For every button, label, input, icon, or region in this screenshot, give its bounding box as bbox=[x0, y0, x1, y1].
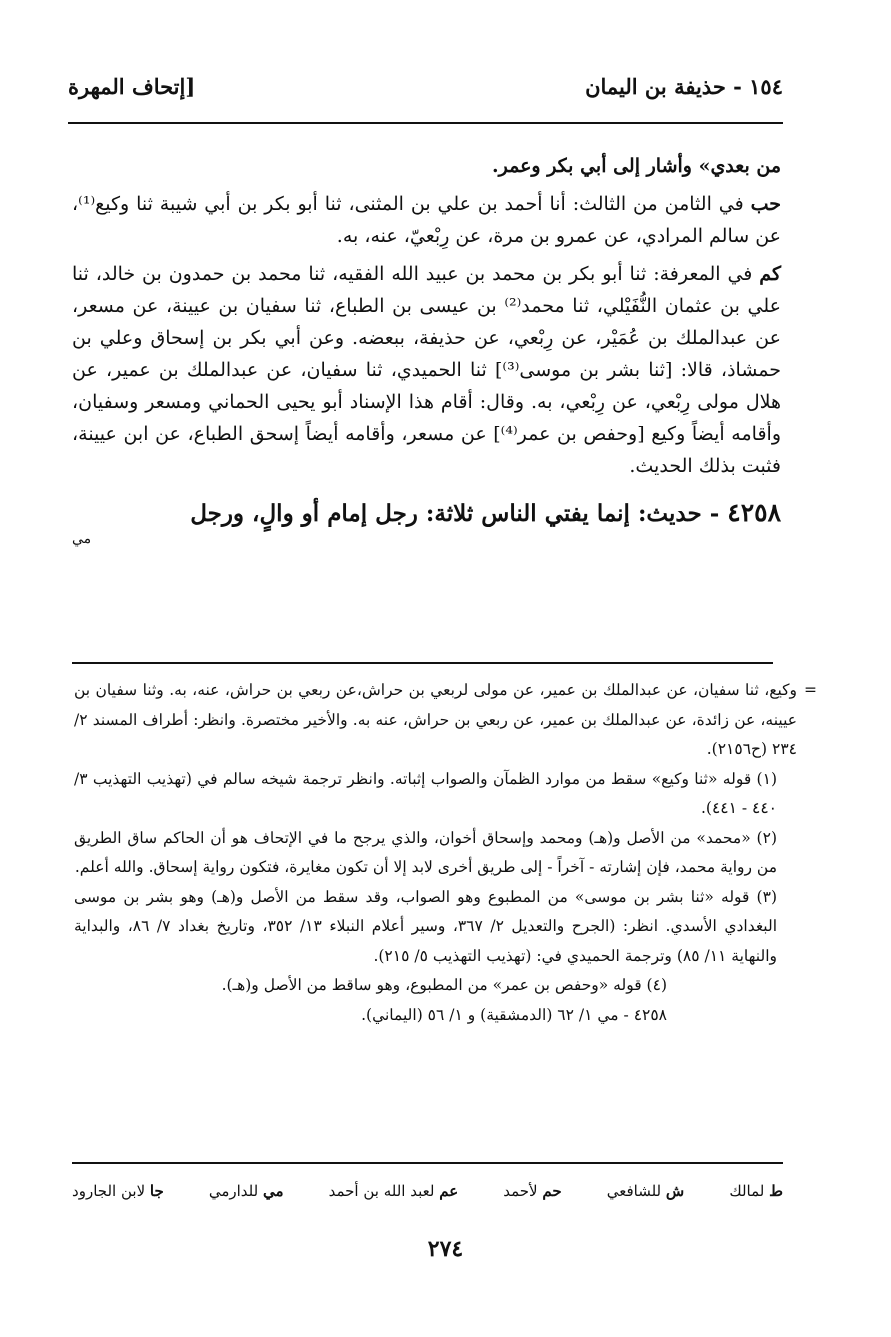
main-text bbox=[72, 150, 781, 547]
chapter-heading: ١٥٤ - حذيفة بن اليمان bbox=[585, 73, 783, 99]
hadith-title: - حديث: إنما يفتي الناس ثلاثة: رجل إمام أو والٍ، ورجل bbox=[190, 500, 728, 527]
book-title-heading: [إتحاف المهرة bbox=[68, 73, 196, 99]
hadith-heading bbox=[72, 496, 781, 547]
abbreviation-item: ط لمالك bbox=[729, 1182, 783, 1200]
header-rule bbox=[68, 122, 783, 124]
abbreviation-item: مي للدارمي bbox=[208, 1182, 284, 1200]
hadith-number: ٤٢٥٨ bbox=[727, 498, 781, 527]
footnote-text: وكيع، ثنا سفيان، عن عبدالملك بن عمير، عن مولى لربعي بن حراش،عن ربعي بن حراش، عنه، به. وثنا سفيان بن عيينه، عن زائدة، عن عبدالملك بن عمير، عن ربعي بن حراش، عنه به. والأخير مختصرة. وانظر: أطراف المسند ٢/ ٢٣٤ (ح٢١٥٦). bbox=[74, 681, 797, 758]
footnote-rule bbox=[72, 662, 773, 664]
hadith-siglum: مي bbox=[72, 531, 92, 547]
footnote-1: (١) قوله «ثنا وكيع» سقط من موارد الظمآن والصواب إثباته. وانظر ترجمة شيخه سالم في (تهذيب التهذيب ٣/ ٤٤٠ - ٤٤١). bbox=[74, 769, 777, 817]
page-number: ٢٧٤ bbox=[427, 1236, 464, 1262]
footnote-2: (٢) «محمد» من الأصل و(هـ) ومحمد وإسحاق أخوان، والذي يرجح ما في الإتحاف هو أن الحاكم ساق الطريق من رواية محمد، فإن إشارته - آخراً - إلى طريق أخرى لابد إلا أن تكون مغايرة، فتكون رواية إسحاق. والله أعلم. bbox=[74, 828, 777, 876]
source-siglum: حب bbox=[750, 193, 781, 215]
abbreviation-key bbox=[72, 1182, 783, 1200]
abbreviation-rule bbox=[72, 1162, 783, 1164]
text-paragraph-1: من بعدي» وأشار إلى أبي بكر وعمر. bbox=[491, 155, 781, 177]
abbreviation-item: ش للشافعي bbox=[606, 1182, 685, 1200]
abbreviation-item: جا لابن الجارود bbox=[72, 1182, 164, 1200]
footnote-4: (٤) قوله «وحفص بن عمر» من المطبوع، وهو ساقط من الأصل و(هـ). bbox=[221, 976, 667, 994]
source-siglum: كم bbox=[759, 263, 781, 285]
running-header bbox=[68, 68, 783, 104]
paragraph-text: في المعرفة: ثنا أبو بكر بن محمد بن عبيد الله الفقيه، ثنا محمد بن حمدون بن خالد، ثنا علي بن عثمان النُّفَيْلي، ثنا محمد⁽²⁾ بن عيسى بن الطباع، ثنا سفيان بن عيينة، عن مسعر، عن عبدالملك بن عُمَيْر، عن رِبْعي، عن حذيفة، ببعضه. وعن أبي بكر بن إسحاق وعلي بن حمشاذ، قالا: [ثنا بشر بن موسى⁽³⁾] ثنا الحميدي، ثنا سفيان، عن عبدالملك بن عمير، عن هلال مولى رِبْعي، عن رِبْعي، به. وقال: أقام هذا الإسناد أبو يحيى الحماني ومسعر وسفيان، وأقامه أيضاً وكيع [وحفص بن عمر⁽⁴⁾] عن مسعر، وأقامه أيضاً إسحق الطباع، عن ابن عيينة، فثبت بذلك الحديث. bbox=[72, 263, 781, 477]
continuation-marker: = bbox=[804, 681, 817, 699]
abbreviation-item: حم لأحمد bbox=[503, 1182, 562, 1200]
footnote-3: (٣) قوله «ثنا بشر بن موسى» من المطبوع وهو الصواب، وقد سقط من الأصل و(هـ) وهو بشر بن موسى البغدادي الأسدي. انظر: (الجرح والتعديل ٢/ ٣٦٧، وسير أعلام النبلاء ١٣/ ٣٥٢، وتاريخ بغداد ٧/ ٨٦، والبداية والنهاية ١١/ ٨٥) وترجمة الحميدي في: (تهذيب التهذيب ٥/ ٢١٥). bbox=[74, 887, 778, 965]
text-paragraph-3 bbox=[72, 258, 781, 482]
abbreviation-item: عم لعبد الله بن أحمد bbox=[328, 1182, 459, 1200]
text-paragraph-2 bbox=[72, 188, 781, 252]
footnotes bbox=[74, 676, 817, 1030]
paragraph-text: في الثامن من الثالث: أنا أحمد بن علي بن المثنى، ثنا أبو بكر بن أبي شيبة ثنا وكيع⁽¹⁾، عن سالم المرادي، عن عمرو بن مرة، عن رِبْعيّ، عنه، به. bbox=[72, 193, 781, 247]
footnote-continuation bbox=[74, 676, 817, 765]
footnote-source: ٤٢٥٨ - مي ١/ ٦٢ (الدمشقية) و ١/ ٥٦ (اليماني). bbox=[361, 1005, 667, 1024]
